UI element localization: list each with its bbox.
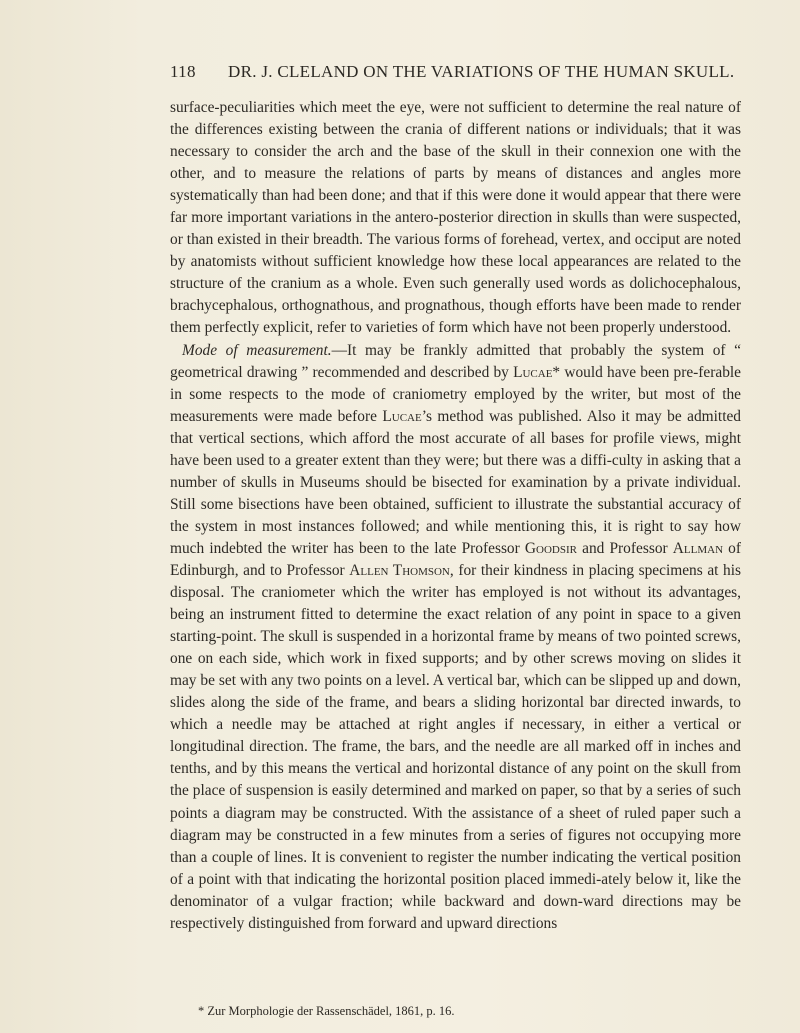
running-title: DR. J. CLELAND ON THE VARIATIONS OF THE HUMAN SKULL. (228, 62, 735, 81)
text-run: of Edinburgh, and to Professor (170, 539, 741, 579)
footnote-marker: * (552, 363, 561, 381)
name-goodsir: Goodsir (524, 539, 577, 557)
name-allman: Allman (672, 539, 724, 557)
text-run: ’s method was published. Also it may be admitted that vertical sections, which afford the most accurate of all bases for profile views, might have been used to a greater extent than they were; but there was a diffi-culty in asking that a number of skulls in Museums should be bisected for examination by a private individual. Still some bisections have been obtained, sufficient to illustrate the substantial accuracy of the system in most instances followed; and while mentioning this, it is right to say how much indebted the writer has been to the late Professor (170, 407, 741, 557)
section-heading: Mode of measurement. (182, 341, 332, 359)
name-lucae: Lucae (382, 407, 422, 425)
name-allen-thomson: Allen Thomson (349, 561, 450, 579)
text-run: would have been pre-ferable in some respects to the mode of craniometry employed by the writer, but most of the measurements were made before (170, 363, 741, 425)
footnote: * Zur Morphologie der Rassenschädel, 1861, p. 16. (198, 1004, 455, 1018)
text-run: and Professor (576, 539, 673, 557)
text-run: —It may be frankly admitted that probably the system of “ geometrical drawing ” recommended and described by (170, 341, 741, 381)
body-text (170, 97, 741, 935)
text-run: , for their kindness in placing specimens at his disposal. The craniometer which the writer has employed is not without its advantages, being an instrument fitted to determine the exact relation of any point in space to a given starting-point. The skull is suspended in a horizontal frame by means of two pointed screws, one on each side, which work in fixed supports; and by other screws moving on slides it may be set with any two points on a level. A vertical bar, which can be slipped up and down, slides along the side of the frame, and bears a sliding horizontal bar directed inwards, to which a needle may be attached at right angles if necessary, in either a vertical or longitudinal direction. The frame, the bars, and the needle are all marked off in inches and tenths, and by this means the vertical and horizontal distance of any point on the skull from the place of suspension is easily determined and marked on paper, so that by a series of such points a diagram may be constructed. With the assistance of a sheet of ruled paper such a diagram may be constructed in a few minutes from a series of figures not occupying more than a couple of lines. It is convenient to register the number indicating the vertical position of a point with that indicating the horizontal position placed immedi-ately below it, like the denominator of a vulgar fraction; while backward and down-ward directions may be respectively distinguished from forward and upward directions (170, 561, 741, 932)
paragraph-1: surface-peculiarities which meet the eye, were not sufficient to determine the real nature of the differences existing between the crania of different nations or individuals; that it was necessary to consider the arch and the base of the skull in their connexion one with the other, and to measure the relations of parts by means of distances and angles more systematically than had been done; and that if this were done it would appear that there were far more important variations in the antero-posterior direction in skulls than were suspected, or than existed in their breadth. The various forms of forehead, vertex, and occiput are noted by anatomists without sufficient knowledge how these local appearances are related to the structure of the cranium as a whole. Even such generally used words as dolichocephalous, brachycephalous, orthognathous, and prognathous, though efforts have been made to render them perfectly explicit, refer to varieties of form which have not been properly understood. (170, 99, 741, 337)
paragraph-2 (170, 340, 741, 935)
name-lucae: Lucae (513, 363, 553, 381)
page-number: 118 (170, 62, 196, 81)
